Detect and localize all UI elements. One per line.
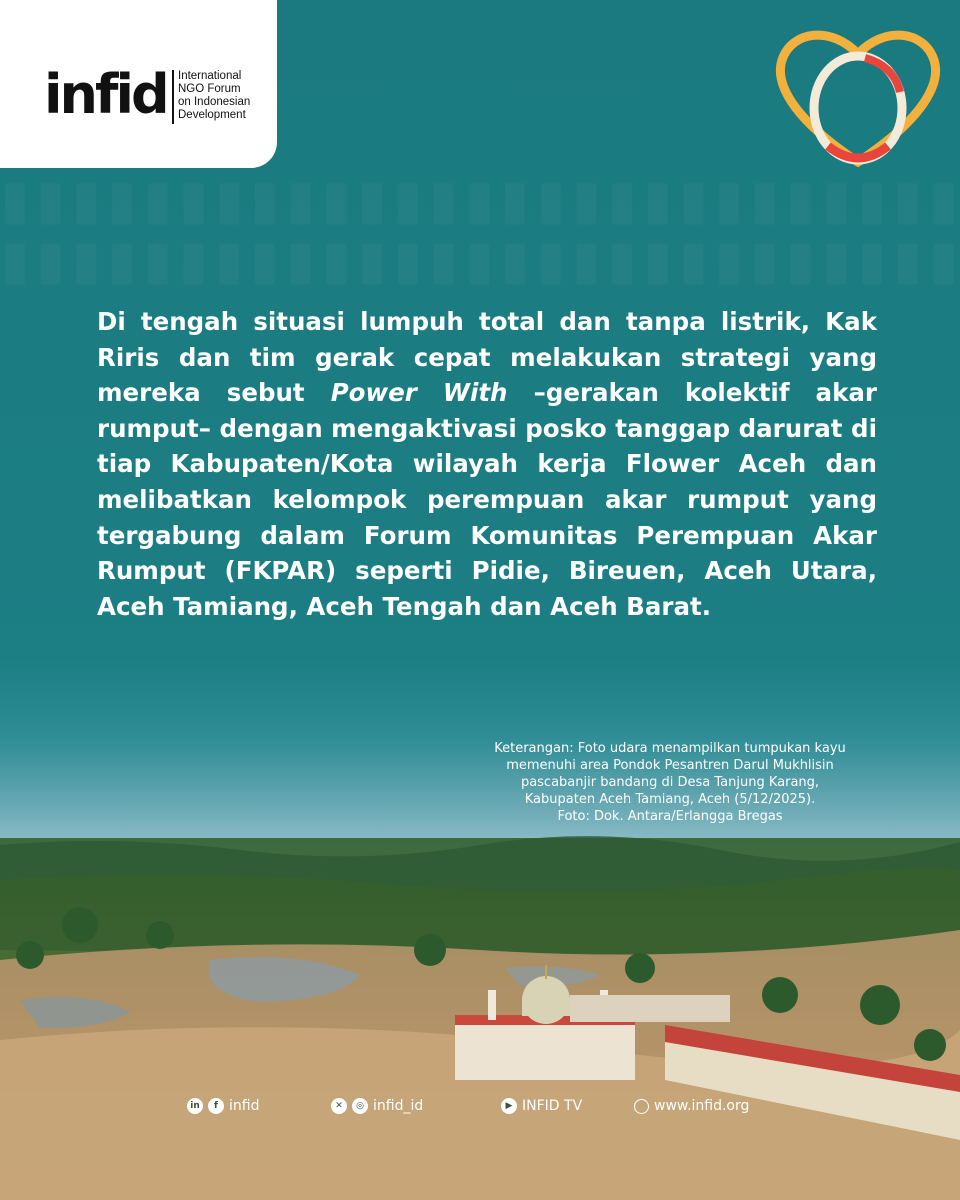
logo-subtitle xyxy=(178,70,274,122)
caption-line: Kabupaten Aceh Tamiang, Aceh (5/12/2025). xyxy=(524,792,816,807)
youtube-icon: ▶ xyxy=(501,1098,517,1114)
footer-x-instagram[interactable] xyxy=(331,1098,423,1114)
main-paragraph xyxy=(97,304,877,624)
footer-linkedin-facebook[interactable] xyxy=(187,1098,259,1114)
caption-line: memenuhi area Pondok Pesantren Darul Mukhlisin xyxy=(506,758,834,773)
main-text-part: –gerakan kolektif akar rumput– dengan mengaktivasi posko tanggap darurat di tiap Kabupaten/Kota wilayah kerja Flower Aceh dan melibatkan kelompok perempuan akar rumput yang tergabung dalam Forum Komunitas Perempuan Akar Rumput (FKPAR) seperti Pidie, Bireuen, Aceh Utara, Aceh Tamiang, Aceh Tengah dan Aceh Barat. xyxy=(97,378,877,621)
logo-line: on Indonesian xyxy=(178,96,251,108)
logo-divider xyxy=(172,70,174,124)
globe-icon xyxy=(634,1099,649,1114)
footer-youtube[interactable] xyxy=(501,1098,582,1114)
x-icon: ✕ xyxy=(331,1098,347,1114)
instagram-icon: ◎ xyxy=(352,1098,368,1114)
footer-label: infid xyxy=(229,1098,260,1114)
footer-label: www.infid.org xyxy=(654,1098,750,1114)
heart-rings-emblem-icon xyxy=(770,22,946,167)
caption-line: Keterangan: Foto udara menampilkan tumpukan kayu xyxy=(494,741,846,756)
logo-card xyxy=(0,0,277,168)
logo-line: International xyxy=(178,70,242,82)
social-footer xyxy=(0,1098,960,1122)
logo-line: NGO Forum xyxy=(178,83,241,95)
footer-label: INFID TV xyxy=(522,1098,583,1114)
footer-label: infid_id xyxy=(373,1098,424,1114)
main-text-part: Di tengah situasi lumpuh total dan tanpa listrik, Kak Riris dan tim gerak cepat melakukan strategi yang mereka sebut xyxy=(97,307,877,408)
caption-line: pascabanjir bandang di Desa Tanjung Karang, xyxy=(520,775,820,790)
linkedin-icon: in xyxy=(187,1098,203,1114)
footer-website[interactable] xyxy=(634,1098,749,1114)
caption-line: Foto: Dok. Antara/Erlangga Bregas xyxy=(557,809,783,824)
logo-line: Development xyxy=(178,109,246,121)
facebook-icon: f xyxy=(208,1098,224,1114)
main-text-italic: Power With xyxy=(330,378,508,408)
photo-caption xyxy=(460,740,880,825)
infid-logo-mark: infid xyxy=(44,63,167,126)
